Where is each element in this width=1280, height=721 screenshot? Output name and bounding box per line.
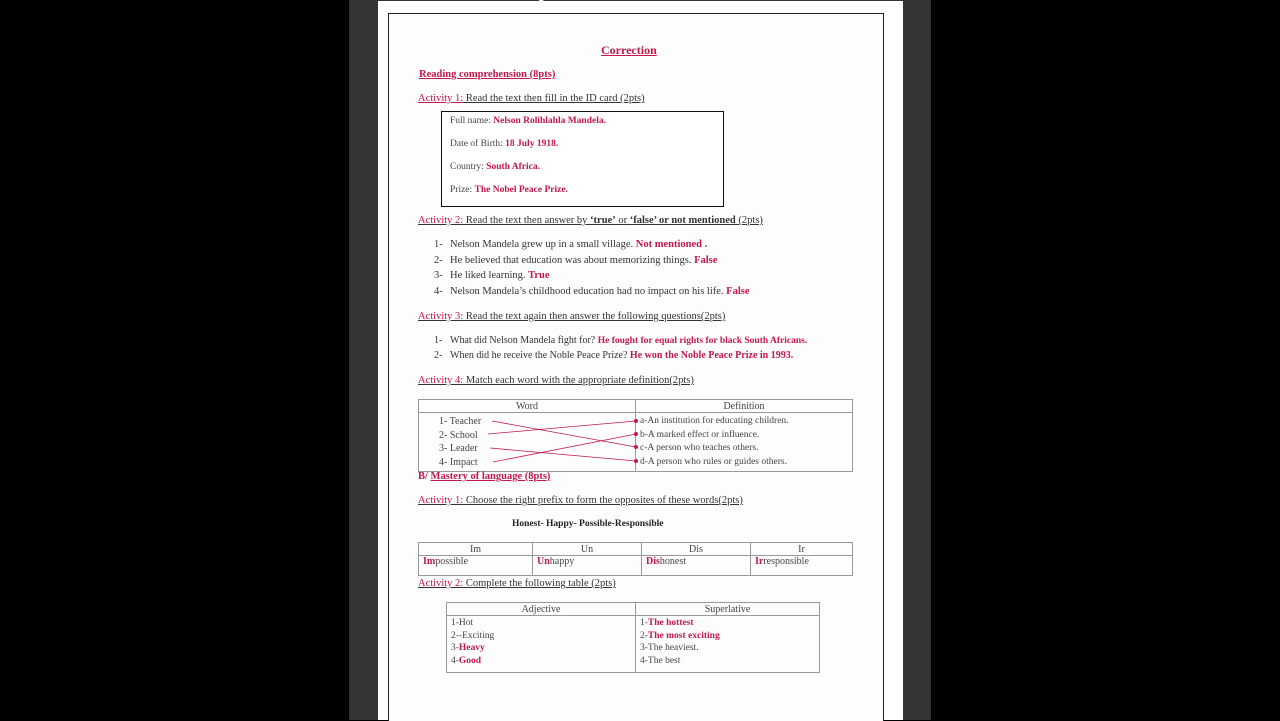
match-line-leader-d <box>490 448 636 461</box>
prefix-table <box>418 542 853 576</box>
page-title: Correction <box>601 43 657 57</box>
activity-2-heading: Activity 2: Read the text then answer by ‘true’ or ‘false’ or not mentioned (2pts) <box>418 215 763 226</box>
superlative-list <box>636 616 820 673</box>
superlative-table <box>446 602 820 673</box>
list-item: 2--Exciting <box>451 630 495 641</box>
section-a-heading: Reading comprehension (8pts) <box>419 69 556 80</box>
match-dot <box>634 432 637 435</box>
tf-item: 3- He liked learning. True <box>434 270 550 281</box>
adjective-list <box>447 616 636 673</box>
column-header: Adjective <box>447 603 636 616</box>
word-item: 1- Teacher <box>439 416 482 427</box>
section-b-heading: B/ Mastery of language (8pts) <box>418 471 551 482</box>
qa-item: 1- What did Nelson Mandela fight for? He fought for equal rights for black South Africans. <box>434 335 808 346</box>
b-activity-2-heading: Activity 2: Complete the following table (2pts) <box>418 578 616 589</box>
definition-item: d-A person who rules or guides others. <box>640 456 787 467</box>
tf-item: 2- He believed that education was about memorizing things. False <box>434 255 718 266</box>
activity-text: Read the text then fill in the ID card (2pts) <box>463 93 645 104</box>
column-header: Superlative <box>636 603 820 616</box>
table-cell: Irresponsible <box>751 556 853 576</box>
table-cell: Impossible <box>419 556 533 576</box>
column-header: Ir <box>751 543 853 556</box>
definition-item: c-A person who teaches others. <box>640 443 759 453</box>
column-header: Word <box>419 400 636 413</box>
b-activity-1-heading: Activity 1: Choose the right prefix to form the opposites of these words(2pts) <box>418 495 743 506</box>
word-item: 2- School <box>439 429 478 441</box>
column-header: Un <box>533 543 642 556</box>
activity-3-heading: Activity 3: Read the text again then answer the following questions(2pts) <box>418 311 726 322</box>
tf-item: 4- Nelson Mandela’s childhood education had no impact on his life. False <box>434 286 750 297</box>
definition-item: b-A marked effect or influence. <box>640 429 760 440</box>
word-list-line: Honest- Happy- Possible-Responsible <box>512 519 664 529</box>
id-full-name: Full name: Nelson Rolihlahla Mandela. <box>450 116 606 126</box>
match-line-school-a <box>488 421 636 434</box>
word-item: 4- Impact <box>439 456 478 468</box>
list-item: 4-Good <box>451 655 482 666</box>
list-item: 1-The hottest <box>640 618 694 628</box>
match-dot <box>634 459 637 462</box>
id-date-of-birth: Date of Birth: 18 July 1918. <box>450 139 559 149</box>
id-prize: Prize: The Nobel Peace Prize. <box>450 185 568 195</box>
id-country: Country: South Africa. <box>450 162 540 172</box>
match-dot <box>634 445 637 448</box>
match-line-teacher-c <box>492 421 636 447</box>
definition-item: a-An institution for educating children. <box>640 416 789 426</box>
column-header: Im <box>419 543 533 556</box>
table-cell: Dishonest <box>642 556 751 576</box>
qa-item: 2- When did he receive the Noble Peace Prize? He won the Noble Peace Prize in 1993. <box>434 350 794 361</box>
match-dot <box>634 419 637 422</box>
column-header: Dis <box>642 543 751 556</box>
column-header: Definition <box>636 400 853 413</box>
list-item: 3-The heaviest. <box>640 643 699 653</box>
list-item: 4-The best <box>640 655 681 666</box>
activity-4-heading: Activity 4: Match each word with the appropriate definition(2pts) <box>418 375 694 386</box>
tf-item: 1- Nelson Mandela grew up in a small village. Not mentioned . <box>434 239 708 250</box>
match-line-impact-b <box>493 434 636 462</box>
list-item: 1-Hot <box>451 618 474 628</box>
table-cell: Unhappy <box>533 556 642 576</box>
list-item: 2-The most exciting <box>640 630 720 641</box>
word-item: 3- Leader <box>439 443 478 454</box>
list-item: 3-Heavy <box>451 643 485 653</box>
activity-tag: Activity 1: <box>418 93 464 104</box>
